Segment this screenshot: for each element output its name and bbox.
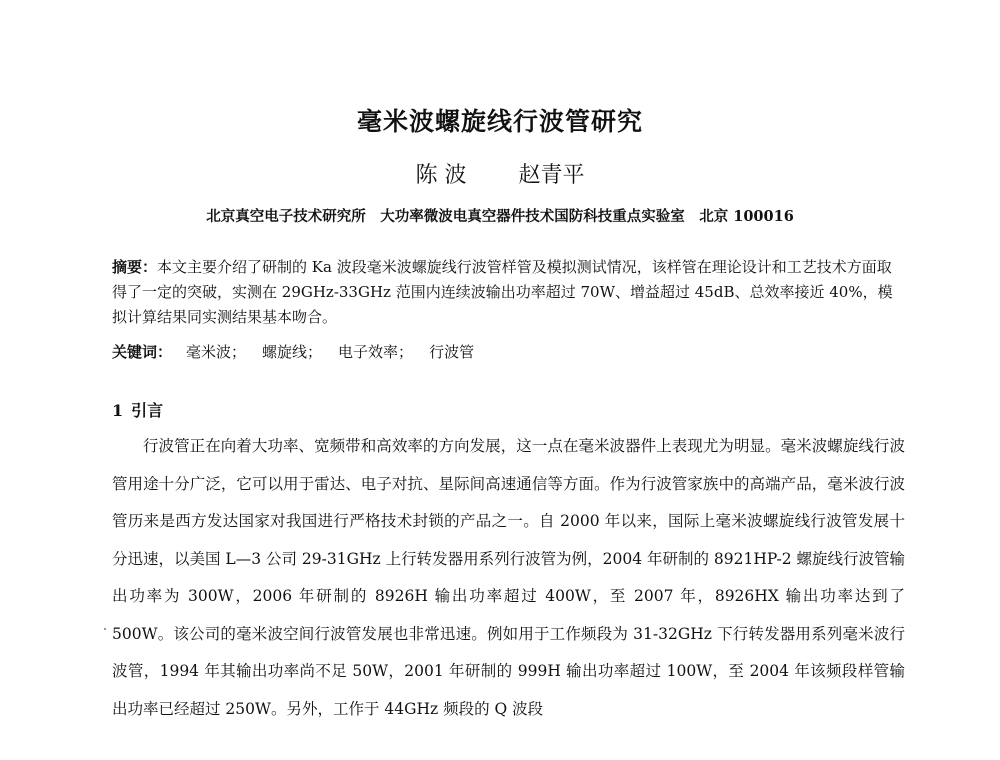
section-number: 1 [112, 401, 124, 420]
body-paragraph: 行波管正在向着大功率、宽频带和高效率的方向发展，这一点在毫米波器件上表现尤为明显。毫米波螺旋线行波管用途十分广泛，它可以用于雷达、电子对抗、星际间高速通信等方面。作为行波管家族中的高端产品，毫米波行波管历来是西方发达国家对我国进行严格技术封锁的产品之一。自 2000 年以来，国际上毫米波螺旋线行波管发展十分迅速，以美国 L—3 公司 29-31GHz 上行转发器用系列行波管为例，2004 年研制的 8921HP-2 螺旋线行波管输出功率为 300W，2006 年研制的 8926H 输出功率超过 400W，至 2007 年，8926HX 输出功率达到了 500W。该公司的毫米波空间行波管发展也非常迅速。例如用于工作频段为 31-32GHz 下行转发器用系列毫米波行波管，1994 年其输出功率尚不足 50W，2001 年研制的 999H 输出功率超过 100W，至 2004 年该频段样管输出功率已经超过 250W。另外，工作于 44GHz 频段的 Q 波段 [112, 437, 905, 718]
author-name: 赵青平 [518, 163, 585, 188]
keyword: 毫米波； [186, 343, 247, 361]
paper-title: 毫米波螺旋线行波管研究 [356, 107, 643, 136]
section-heading [112, 398, 163, 421]
keywords [112, 340, 902, 365]
keywords-label: 关键词： [112, 343, 173, 361]
abstract-text: 本文主要介绍了研制的 Ka 波段毫米波螺旋线行波管样管及模拟测试情况，该样管在理论设计和工艺技术方面取得了一定的突破，实测在 29GHz-33GHz 范围内连续波输出功率超过 70W、增益超过 45dB、总效率接近 40%，模拟计算结果同实测结果基本吻合。 [112, 258, 893, 326]
affiliation: 北京真空电子技术研究所 大功率微波电真空器件技术国防科技重点实验室 北京 100016 [206, 208, 794, 225]
keyword: 行波管 [429, 343, 475, 361]
abstract-label: 摘要： [112, 258, 158, 276]
abstract [112, 255, 902, 330]
section-title: 引言 [131, 401, 164, 420]
scan-artifact [104, 628, 106, 630]
author-name: 陈 波 [415, 163, 467, 188]
keyword: 螺旋线； [262, 343, 323, 361]
keyword: 电子效率； [338, 343, 414, 361]
author-list [0, 158, 1000, 189]
